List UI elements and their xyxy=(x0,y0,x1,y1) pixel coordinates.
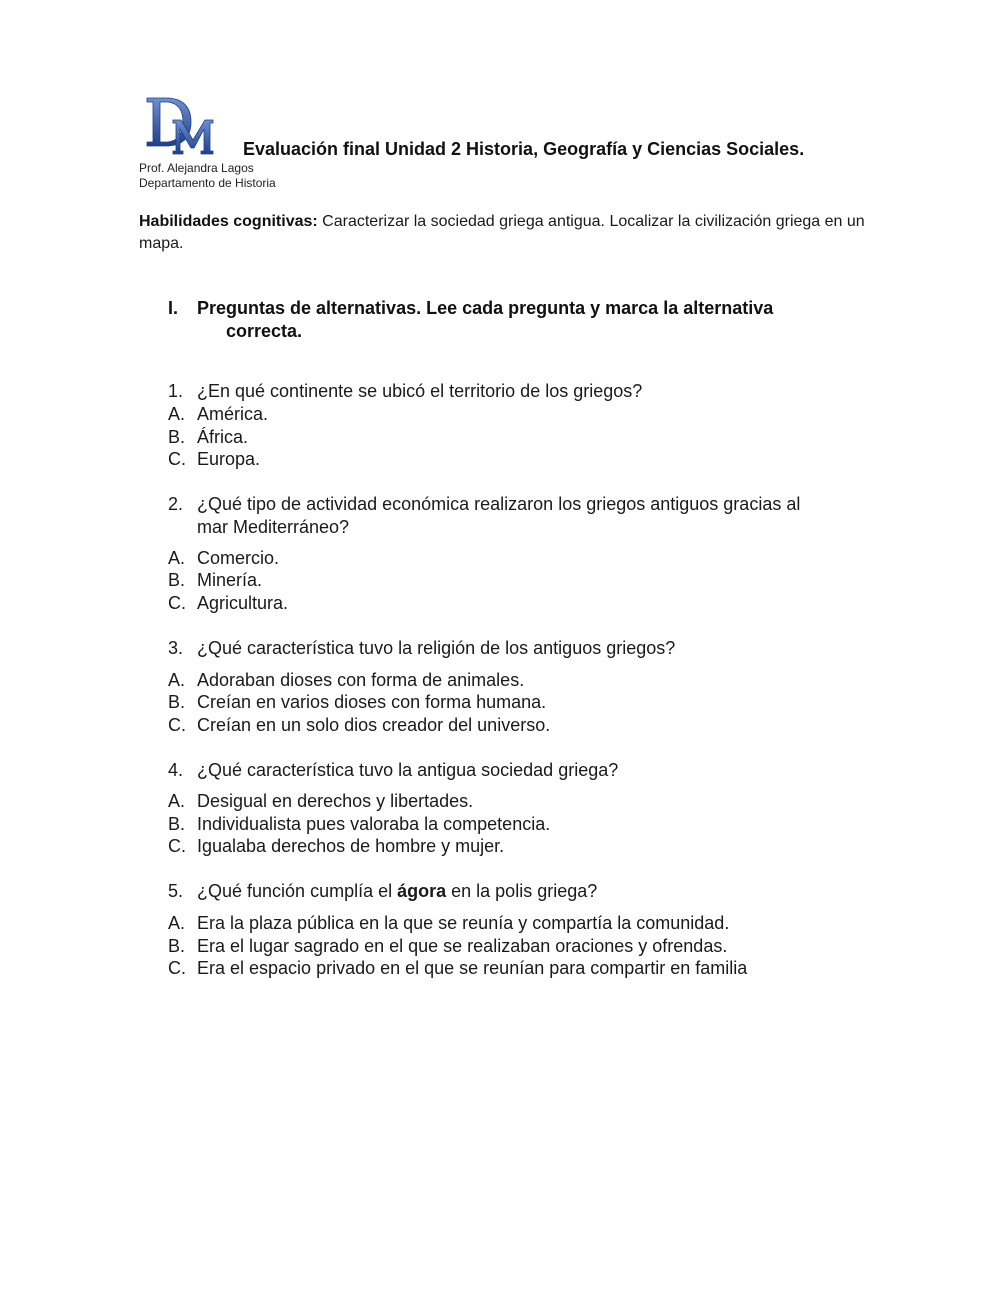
option-letter: A. xyxy=(168,548,186,568)
question-number: 5. xyxy=(168,881,184,901)
question-number: 3. xyxy=(168,638,184,658)
option-letter: C. xyxy=(168,593,186,613)
option-text: Igualaba derechos de hombre y mujer. xyxy=(197,836,505,856)
option-text: Era el lugar sagrado en el que se realizaban oraciones y ofrendas. xyxy=(197,936,728,956)
question-text: ¿Qué característica tuvo la religión de los antiguos griegos? xyxy=(197,638,676,658)
option-text: Era la plaza pública en la que se reunía y compartía la comunidad. xyxy=(197,913,730,933)
teacher-name: Prof. Alejandra Lagos xyxy=(139,161,254,175)
question-keyword: ágora xyxy=(397,881,447,901)
question-5 xyxy=(168,880,888,903)
option-2b[interactable] xyxy=(168,569,262,592)
option-text: Comercio. xyxy=(197,548,280,568)
department-logo xyxy=(143,94,215,156)
option-2a[interactable] xyxy=(168,547,279,570)
question-number: 2. xyxy=(168,494,184,514)
section-heading xyxy=(168,297,868,343)
option-1c[interactable] xyxy=(168,448,260,471)
skills-label: Habilidades cognitivas: xyxy=(139,213,318,230)
question-text: ¿En qué continente se ubicó el territorio de los griegos? xyxy=(197,381,643,401)
option-text: Agricultura. xyxy=(197,593,289,613)
question-text-end: en la polis griega? xyxy=(446,881,598,901)
option-3a[interactable] xyxy=(168,669,524,692)
option-text: América. xyxy=(197,404,269,424)
skills-paragraph xyxy=(139,211,879,255)
question-text-continued: mar Mediterráneo? xyxy=(197,517,350,537)
option-text: Era el espacio privado en el que se reunían para compartir en familia xyxy=(197,958,748,978)
option-4c[interactable] xyxy=(168,835,504,858)
option-text: Minería. xyxy=(197,570,263,590)
option-letter: C. xyxy=(168,715,186,735)
option-letter: C. xyxy=(168,836,186,856)
option-letter: B. xyxy=(168,427,186,447)
question-text: ¿Qué característica tuvo la antigua sociedad griega? xyxy=(197,760,619,780)
option-2c[interactable] xyxy=(168,592,288,615)
option-5c[interactable] xyxy=(168,957,747,980)
option-5a[interactable] xyxy=(168,912,729,935)
option-letter: C. xyxy=(168,449,186,469)
option-letter: B. xyxy=(168,936,186,956)
option-letter: B. xyxy=(168,692,186,712)
option-letter: C. xyxy=(168,958,186,978)
option-1b[interactable] xyxy=(168,426,248,449)
question-number: 1. xyxy=(168,381,184,401)
option-text: Europa. xyxy=(197,449,261,469)
question-2 xyxy=(168,493,888,539)
option-4b[interactable] xyxy=(168,813,550,836)
option-text: Adoraban dioses con forma de animales. xyxy=(197,670,525,690)
skills-text: Caracterizar la sociedad griega antigua. Localizar la civilización griega en un mapa. xyxy=(139,213,865,252)
option-letter: A. xyxy=(168,913,186,933)
option-letter: B. xyxy=(168,570,186,590)
question-3 xyxy=(168,637,888,660)
option-5b[interactable] xyxy=(168,935,727,958)
question-1 xyxy=(168,380,888,403)
option-letter: A. xyxy=(168,791,186,811)
option-text: Creían en varios dioses con forma humana. xyxy=(197,692,547,712)
option-text: Creían en un solo dios creador del universo. xyxy=(197,715,551,735)
question-text: ¿Qué función cumplía el xyxy=(197,881,398,901)
option-4a[interactable] xyxy=(168,790,473,813)
option-letter: B. xyxy=(168,814,186,834)
document-title: Evaluación final Unidad 2 Historia, Geografía y Ciencias Sociales. xyxy=(243,139,805,159)
department-name: Departamento de Historia xyxy=(139,176,276,190)
question-4 xyxy=(168,759,888,782)
question-text: ¿Qué tipo de actividad económica realizaron los griegos antiguos gracias al xyxy=(197,494,801,514)
option-letter: A. xyxy=(168,404,186,424)
section-title-line1: Preguntas de alternativas. Lee cada pregunta y marca la alternativa xyxy=(197,298,774,318)
question-number: 4. xyxy=(168,760,184,780)
section-title-line2: correcta. xyxy=(226,321,303,341)
option-3c[interactable] xyxy=(168,714,550,737)
option-3b[interactable] xyxy=(168,691,546,714)
section-number: I. xyxy=(168,298,179,318)
option-1a[interactable] xyxy=(168,403,268,426)
option-text: África. xyxy=(197,427,249,447)
option-text: Desigual en derechos y libertades. xyxy=(197,791,474,811)
option-text: Individualista pues valoraba la competencia. xyxy=(197,814,551,834)
option-letter: A. xyxy=(168,670,186,690)
